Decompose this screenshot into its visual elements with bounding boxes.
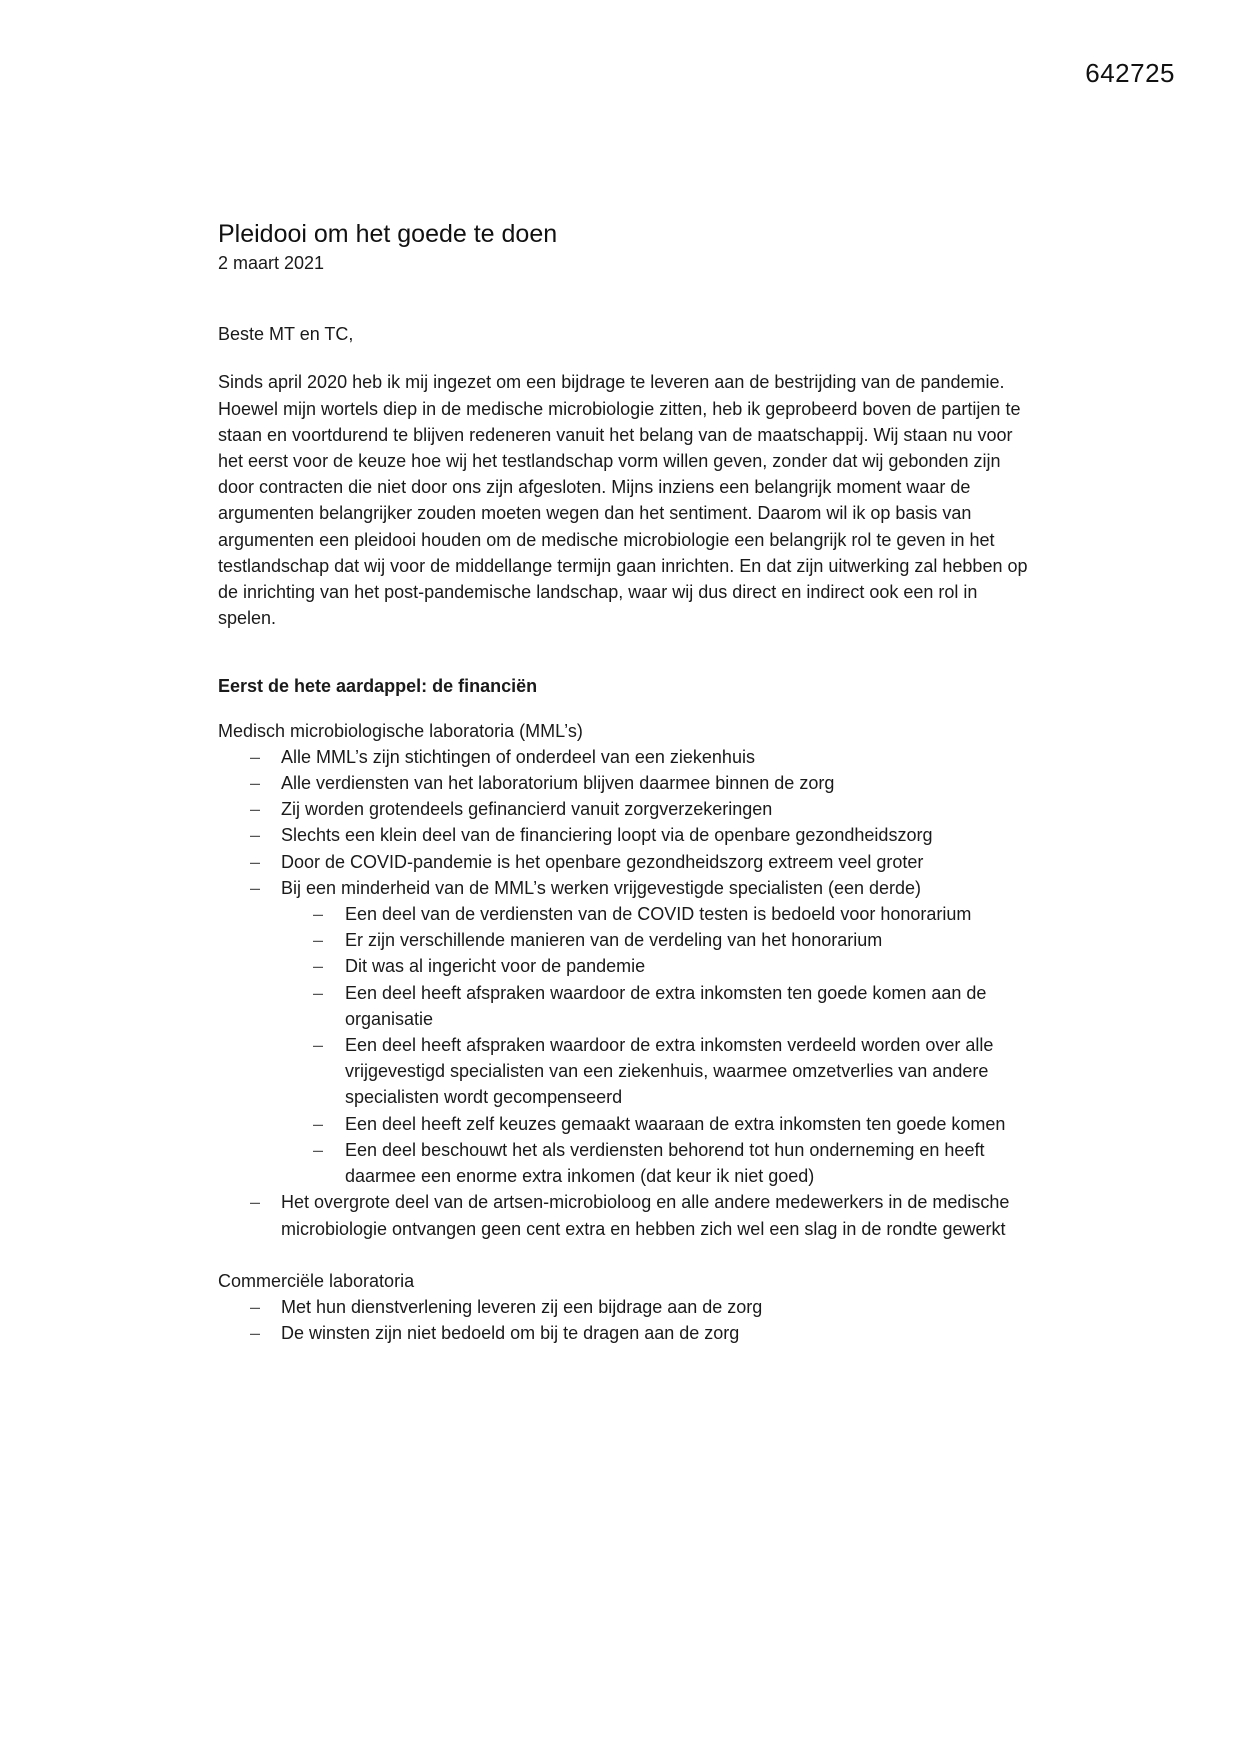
sub-list-item-text: Er zijn verschillende manieren van de verdeling van het honorarium (345, 930, 883, 951)
commercial-list (218, 1294, 1038, 1346)
document-number: 642725 (1085, 58, 1175, 88)
letter-body (218, 218, 1038, 1346)
list-item-text: Het overgrote deel van de artsen-microbioloog en alle andere medewerkers in de medische microbiologie ontvangen geen cent extra en hebben zich wel een slag in de rondte gewerkt (281, 1192, 1010, 1239)
dash-bullet-icon: – (313, 982, 324, 1003)
sub-list-item (313, 1137, 1038, 1189)
sub-list-item-text: Een deel van de verdiensten van de COVID testen is bedoeld voor honorarium (345, 904, 972, 925)
list-item (250, 875, 1038, 1189)
page-title: Pleidooi om het goede te doen (218, 220, 558, 248)
list-item (250, 849, 1038, 875)
dash-bullet-icon: – (313, 1035, 324, 1056)
letter-date: 2 maart 2021 (218, 253, 325, 273)
list-item-text: Met hun dienstverlening leveren zij een bijdrage aan de zorg (281, 1296, 763, 1317)
dash-bullet-icon: – (250, 1192, 261, 1213)
sub-list-item (313, 1111, 1038, 1137)
dash-bullet-icon: – (250, 825, 261, 846)
dash-bullet-icon: – (313, 930, 324, 951)
list-item (250, 744, 1038, 770)
sub-list-item-text: Een deel heeft afspraken waardoor de extra inkomsten ten goede komen aan de organisatie (345, 982, 987, 1029)
mml-section-label: Medisch microbiologische laboratoria (MML’s) (218, 720, 583, 741)
dash-bullet-icon: – (313, 1113, 324, 1134)
dash-bullet-icon: – (313, 1139, 324, 1160)
list-item-text: Slechts een klein deel van de financiering loopt via de openbare gezondheidszorg (281, 825, 933, 846)
sub-list-item-text: Een deel heeft afspraken waardoor de extra inkomsten verdeeld worden over alle vrijgevestigd specialisten van een ziekenhuis, waarmee omzetverlies van andere specialisten wordt gecompenseerd (345, 1035, 994, 1108)
sub-list-item-text: Een deel heeft zelf keuzes gemaakt waaraan de extra inkomsten ten goede komen (345, 1113, 1006, 1134)
sub-list-item (313, 980, 1038, 1032)
list-item-text: De winsten zijn niet bedoeld om bij te dragen aan de zorg (281, 1323, 740, 1344)
salutation: Beste MT en TC, (218, 324, 354, 345)
dash-bullet-icon: – (313, 904, 324, 925)
list-item-text: Bij een minderheid van de MML’s werken vrijgevestigde specialisten (een derde) (281, 877, 922, 898)
mml-list (218, 744, 1038, 1242)
dash-bullet-icon: – (250, 773, 261, 794)
dash-bullet-icon: – (313, 956, 324, 977)
dash-bullet-icon: – (250, 799, 261, 820)
dash-bullet-icon: – (250, 1296, 261, 1317)
list-item-text: Door de COVID-pandemie is het openbare gezondheidszorg extreem veel groter (281, 851, 924, 872)
sub-list-item (313, 927, 1038, 953)
sub-list-item (313, 953, 1038, 979)
list-item-text: Alle MML’s zijn stichtingen of onderdeel van een ziekenhuis (281, 746, 755, 767)
list-item-text: Zij worden grotendeels gefinancierd vanuit zorgverzekeringen (281, 799, 773, 820)
list-item (250, 796, 1038, 822)
list-item (250, 1189, 1038, 1241)
intro-paragraph: Sinds april 2020 heb ik mij ingezet om een bijdrage te leveren aan de bestrijding van de pandemie. Hoewel mijn wortels diep in de medische microbiologie zitten, heb ik geprobeerd boven de partijen te staan en voortdurend te blijven redeneren vanuit het belang van de maatschappij. Wij staan nu voor het eerst voor de keuze hoe wij het testlandschap vorm willen geven, zonder dat wij gebonden zijn door contracten die niet door ons zijn afgesloten. Mijns inziens een belangrijk moment waar de argumenten belangrijker zouden moeten wegen dan het sentiment. Daarom wil ik op basis van argumenten een pleidooi houden om de medische microbiologie een belangrijk rol te geven in het testlandschap dat wij voor de middellange termijn gaan inrichten. En dat zijn uitwerking zal hebben op de inrichting van het post-pandemische landschap, waar wij dus direct en indirect ook een rol in spelen. (218, 372, 1028, 629)
sub-list-item (313, 1032, 1038, 1111)
dash-bullet-icon: – (250, 746, 261, 767)
dash-bullet-icon: – (250, 1323, 261, 1344)
commercial-section-label: Commerciële laboratoria (218, 1270, 415, 1291)
list-item (250, 770, 1038, 796)
sub-list-item-text: Een deel beschouwt het als verdiensten behorend tot hun onderneming en heeft daarmee een enorme extra inkomen (dat keur ik niet goed) (345, 1139, 985, 1187)
list-item (250, 1320, 1038, 1346)
sub-list-item-text: Dit was al ingericht voor de pandemie (345, 956, 646, 977)
sub-list-item (313, 901, 1038, 927)
list-item (250, 1294, 1038, 1320)
list-item (250, 822, 1038, 848)
dash-bullet-icon: – (250, 877, 261, 898)
spacer (218, 1242, 1038, 1268)
section-heading-finances: Eerst de hete aardappel: de financiën (218, 676, 538, 697)
list-item-text: Alle verdiensten van het laboratorium blijven daarmee binnen de zorg (281, 773, 835, 794)
honorarium-sub-list (281, 901, 1038, 1189)
dash-bullet-icon: – (250, 851, 261, 872)
